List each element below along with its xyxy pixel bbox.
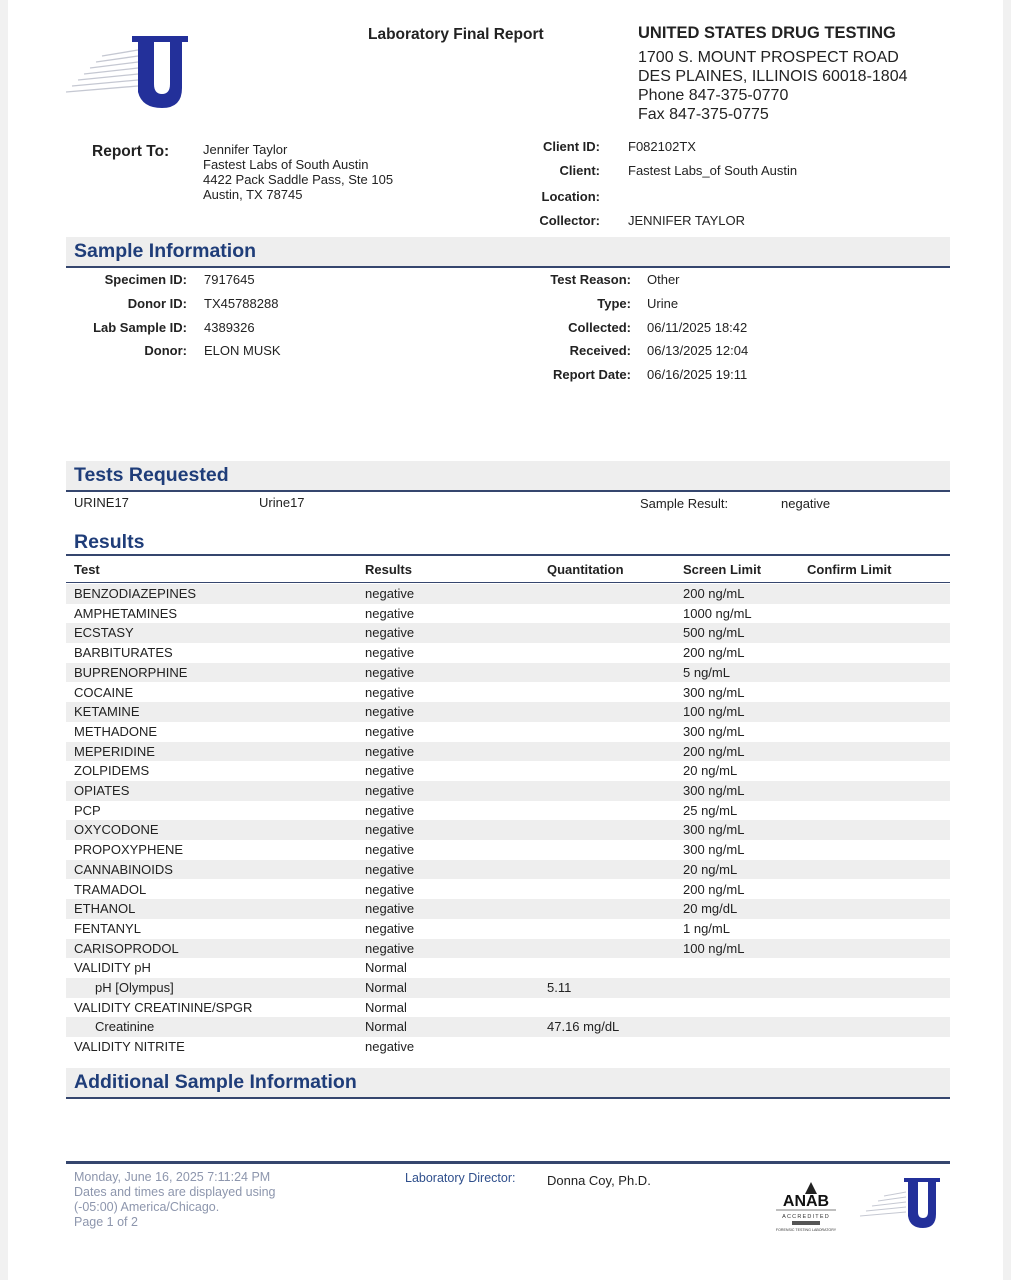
client-label: Client:	[559, 163, 600, 178]
result-screen-limit: 1000 ng/mL	[683, 605, 752, 621]
result-value: negative	[365, 881, 415, 897]
sample-result-label: Sample Result:	[640, 496, 729, 511]
lab-fax: Fax 847-375-0775	[638, 106, 769, 123]
section-title: Sample Information	[74, 240, 257, 262]
donor-label: Donor:	[144, 343, 187, 358]
result-value: Normal	[365, 999, 407, 1015]
column-header-quantitation: Quantitation	[547, 562, 624, 577]
lab-name: UNITED STATES DRUG TESTING	[638, 24, 896, 42]
result-screen-limit: 200 ng/mL	[683, 881, 745, 897]
result-value: negative	[365, 586, 415, 601]
result-value: negative	[365, 1039, 415, 1055]
result-value: Normal	[365, 960, 407, 976]
table-row	[66, 643, 950, 663]
result-screen-limit: 20 mg/dL	[683, 901, 738, 917]
table-row	[66, 1037, 950, 1057]
result-screen-limit: 300 ng/mL	[683, 684, 745, 700]
result-screen-limit: 20 ng/mL	[683, 763, 738, 779]
result-test-name: OXYCODONE	[74, 822, 159, 838]
result-screen-limit: 200 ng/mL	[683, 645, 745, 661]
result-quantitation: 5.11	[547, 980, 572, 995]
report-to-line: Austin, TX 78745	[203, 187, 303, 202]
table-row	[66, 958, 950, 978]
result-screen-limit: 300 ng/mL	[683, 842, 745, 858]
sample-result-value: negative	[781, 496, 831, 511]
result-test-name: AMPHETAMINES	[74, 605, 178, 621]
result-screen-limit: 20 ng/mL	[683, 861, 738, 877]
result-test-name: MEPERIDINE	[74, 743, 155, 759]
table-row	[66, 801, 950, 821]
table-row	[66, 584, 950, 604]
table-row	[66, 683, 950, 703]
result-test-name: BUPRENORPHINE	[74, 664, 188, 680]
table-row	[66, 820, 950, 840]
result-value: negative	[365, 605, 415, 621]
additional-info-header	[66, 1068, 950, 1099]
result-test-name: TRAMADOL	[74, 881, 147, 897]
table-row	[66, 978, 950, 998]
result-screen-limit: 300 ng/mL	[683, 783, 745, 798]
result-value: negative	[365, 645, 415, 661]
received-value: 06/13/2025 12:04	[647, 343, 749, 358]
results-header	[66, 531, 950, 556]
section-title: Results	[74, 531, 145, 553]
location-label: Location:	[541, 189, 600, 204]
result-value: negative	[365, 920, 415, 936]
report-to-label: Report To:	[92, 143, 170, 160]
lab-phone: Phone 847-375-0770	[638, 87, 789, 104]
table-row	[66, 761, 950, 781]
anab-accredited-text: ACCREDITED	[782, 1214, 830, 1220]
table-row	[66, 880, 950, 900]
collector-label: Collector:	[539, 213, 600, 228]
collected-value: 06/11/2025 18:42	[647, 320, 748, 335]
result-test-name: ETHANOL	[74, 901, 136, 917]
anab-accreditation-icon	[770, 1180, 842, 1240]
table-row	[66, 899, 950, 919]
result-test-name: PROPOXYPHENE	[74, 842, 184, 858]
table-row	[66, 860, 950, 880]
result-value: negative	[365, 625, 415, 641]
test-reason-value: Other	[647, 272, 680, 287]
type-label: Type:	[597, 296, 631, 311]
footer-timezone: (-05:00) America/Chicago.	[74, 1200, 220, 1214]
table-row	[66, 840, 950, 860]
test-reason-label: Test Reason:	[550, 272, 631, 287]
result-test-name: PCP	[74, 802, 101, 818]
column-header-screen-limit: Screen Limit	[683, 562, 762, 577]
lab-director-name: Donna Coy, Ph.D.	[547, 1173, 651, 1188]
footer-page-number: Page 1 of 2	[74, 1215, 138, 1229]
result-test-name: KETAMINE	[74, 704, 140, 720]
report-to-line: Fastest Labs of South Austin	[203, 157, 369, 172]
result-screen-limit: 500 ng/mL	[683, 625, 745, 641]
result-value: negative	[365, 861, 415, 877]
result-screen-limit: 25 ng/mL	[683, 802, 738, 818]
result-value: negative	[365, 723, 415, 739]
result-test-name: ZOLPIDEMS	[74, 763, 150, 779]
result-screen-limit: 200 ng/mL	[683, 586, 745, 601]
tests-requested-header	[66, 461, 950, 492]
result-screen-limit: 300 ng/mL	[683, 822, 745, 838]
lab-sample-id-label: Lab Sample ID:	[93, 320, 187, 335]
result-test-name: VALIDITY NITRITE	[74, 1039, 185, 1055]
result-screen-limit: 1 ng/mL	[683, 920, 730, 936]
anab-small-text: FORENSIC TESTING LABORATORY	[775, 1228, 837, 1232]
test-name: Urine17	[259, 495, 305, 510]
result-value: negative	[365, 763, 415, 779]
page-edge-left	[0, 0, 8, 1280]
result-value: negative	[365, 684, 415, 700]
report-date-label: Report Date:	[552, 367, 631, 382]
usdt-logo-icon	[62, 36, 190, 112]
client-value: Fastest Labs_of South Austin	[628, 163, 798, 178]
result-value: Normal	[365, 1019, 407, 1035]
report-to-line: Jennifer Taylor	[203, 142, 288, 157]
table-row	[66, 604, 950, 624]
footer-timestamp: Monday, June 16, 2025 7:11:24 PM	[74, 1170, 271, 1184]
result-value: Normal	[365, 980, 407, 995]
type-value: Urine	[647, 296, 679, 311]
donor-value: ELON MUSK	[204, 343, 281, 358]
result-value: negative	[365, 901, 415, 917]
result-value: negative	[365, 802, 415, 818]
received-label: Received:	[569, 343, 631, 358]
table-row	[66, 663, 950, 683]
usdt-logo-small-icon	[858, 1176, 942, 1232]
result-test-name: pH [Olympus]	[95, 980, 174, 995]
result-value: negative	[365, 783, 415, 798]
result-test-name: COCAINE	[74, 684, 134, 700]
lab-sample-id-value: 4389326	[204, 320, 255, 335]
result-value: negative	[365, 940, 415, 956]
table-row	[66, 919, 950, 939]
collector-value: JENNIFER TAYLOR	[628, 213, 746, 228]
results-column-header-row	[66, 558, 950, 583]
table-row	[66, 998, 950, 1018]
result-test-name: CARISOPRODOL	[74, 940, 179, 956]
table-row	[66, 1017, 950, 1037]
donor-id-value: TX45788288	[204, 296, 279, 311]
result-screen-limit: 100 ng/mL	[683, 940, 745, 956]
result-test-name: METHADONE	[74, 723, 158, 739]
sample-information-header	[66, 237, 950, 268]
result-test-name: FENTANYL	[74, 920, 141, 936]
specimen-id-label: Specimen ID:	[104, 272, 187, 287]
result-screen-limit: 200 ng/mL	[683, 743, 745, 759]
table-row	[66, 702, 950, 722]
lab-director-label: Laboratory Director:	[405, 1171, 516, 1185]
table-row	[66, 623, 950, 643]
result-quantitation: 47.16 mg/dL	[547, 1019, 620, 1035]
table-row	[66, 742, 950, 762]
collected-label: Collected:	[568, 320, 631, 335]
result-test-name: VALIDITY pH	[74, 960, 151, 976]
result-test-name: ECSTASY	[74, 625, 134, 641]
column-header-results: Results	[365, 562, 412, 577]
table-row	[66, 722, 950, 742]
column-header-confirm-limit: Confirm Limit	[807, 562, 892, 577]
result-test-name: CANNABINOIDS	[74, 861, 173, 877]
page-edge-right	[1003, 0, 1011, 1280]
client-id-value: F082102TX	[628, 139, 696, 154]
table-row	[66, 939, 950, 959]
footer-note: Dates and times are displayed using	[74, 1185, 276, 1199]
lab-address-line: 1700 S. MOUNT PROSPECT ROAD	[638, 49, 899, 66]
result-screen-limit: 300 ng/mL	[683, 723, 745, 739]
result-value: negative	[365, 664, 415, 680]
footer-rule	[66, 1161, 950, 1164]
result-value: negative	[365, 704, 415, 720]
donor-id-label: Donor ID:	[127, 296, 187, 311]
anab-text: ANAB	[782, 1193, 830, 1210]
specimen-id-value: 7917645	[204, 272, 255, 287]
result-test-name: OPIATES	[74, 783, 130, 798]
lab-address-line: DES PLAINES, ILLINOIS 60018-1804	[638, 68, 908, 85]
test-code: URINE17	[74, 495, 129, 510]
result-screen-limit: 100 ng/mL	[683, 704, 745, 720]
result-screen-limit: 5 ng/mL	[683, 664, 730, 680]
column-header-test: Test	[74, 562, 100, 577]
result-test-name: BENZODIAZEPINES	[74, 586, 197, 601]
report-to-line: 4422 Pack Saddle Pass, Ste 105	[203, 172, 394, 187]
result-value: negative	[365, 743, 415, 759]
section-title: Additional Sample Information	[74, 1071, 357, 1093]
table-row	[66, 781, 950, 801]
result-test-name: VALIDITY CREATININE/SPGR	[74, 999, 253, 1015]
section-title: Tests Requested	[74, 464, 229, 486]
report-date-value: 06/16/2025 19:11	[647, 367, 748, 382]
report-title: Laboratory Final Report	[368, 26, 544, 43]
result-value: negative	[365, 842, 415, 858]
client-id-label: Client ID:	[542, 139, 600, 154]
result-value: negative	[365, 822, 415, 838]
result-test-name: Creatinine	[95, 1019, 155, 1035]
result-test-name: BARBITURATES	[74, 645, 173, 661]
